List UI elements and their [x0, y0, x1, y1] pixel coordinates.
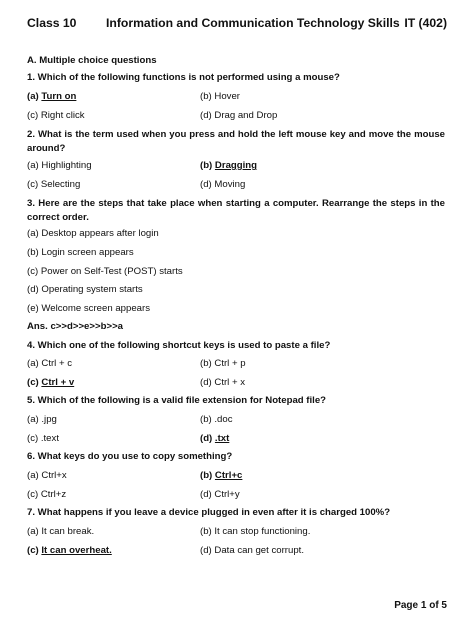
question-3: 3. Here are the steps that take place when starting a computer. Rearrange the steps in the correct order.	[27, 198, 445, 223]
q2-option-b: (b) Dragging	[200, 160, 258, 171]
q4-option-b: (b) Ctrl + p	[200, 358, 246, 369]
q3-step: (a) Desktop appears after login	[27, 228, 159, 239]
section-title: A. Multiple choice questions	[27, 55, 157, 66]
subject-title: Information and Communication Technology Skills	[106, 16, 400, 30]
q1-option-b: (b) Hover	[200, 91, 240, 102]
q4-option-d: (d) Ctrl + x	[200, 377, 246, 388]
q1-option-a: (a) Turn on	[27, 91, 77, 102]
q2-option-a: (a) Highlighting	[27, 160, 92, 171]
q4-option-c: (c) Ctrl + v	[27, 377, 75, 388]
question-2: 2. What is the term used when you press and hold the left mouse key and move the mouse around?	[27, 129, 445, 154]
q6-option-c: (c) Ctrl+z	[27, 489, 67, 500]
question-6: 6. What keys do you use to copy something?	[27, 451, 233, 462]
q5-option-a: (a) .jpg	[27, 414, 57, 425]
q4-option-a: (a) Ctrl + c	[27, 358, 73, 369]
q6-option-d: (d) Ctrl+y	[200, 489, 240, 500]
q3-step: (d) Operating system starts	[27, 284, 143, 295]
question-7: 7. What happens if you leave a device plugged in even after it is charged 100%?	[27, 507, 391, 518]
q5-option-c: (c) .text	[27, 433, 59, 444]
q2-option-c: (c) Selecting	[27, 179, 81, 190]
q7-option-d: (d) Data can get corrupt.	[200, 545, 304, 556]
question-1: 1. Which of the following functions is not performed using a mouse?	[27, 72, 340, 83]
q6-option-b: (b) Ctrl+c	[200, 470, 243, 481]
q3-step: (b) Login screen appears	[27, 247, 134, 258]
class-label: Class 10	[27, 16, 77, 30]
q7-option-c: (c) It can overheat.	[27, 545, 112, 556]
q7-option-b: (b) It can stop functioning.	[200, 526, 311, 537]
page-header	[27, 16, 447, 32]
question-4: 4. Which one of the following shortcut keys is used to paste a file?	[27, 340, 331, 351]
q1-option-d: (d) Drag and Drop	[200, 110, 278, 121]
page-number: Page 1 of 5	[394, 600, 447, 611]
q7-option-a: (a) It can break.	[27, 526, 95, 537]
q3-step: (c) Power on Self-Test (POST) starts	[27, 266, 183, 277]
q6-option-a: (a) Ctrl+x	[27, 470, 67, 481]
q1-option-c: (c) Right click	[27, 110, 85, 121]
q5-option-b: (b) .doc	[200, 414, 233, 425]
q3-step: (e) Welcome screen appears	[27, 303, 150, 314]
q3-answer: Ans. c>>d>>e>>b>>a	[27, 321, 124, 332]
subject-code: IT (402)	[404, 16, 447, 30]
q5-option-d: (d) .txt	[200, 433, 230, 444]
question-5: 5. Which of the following is a valid file extension for Notepad file?	[27, 395, 327, 406]
q2-option-d: (d) Moving	[200, 179, 246, 190]
